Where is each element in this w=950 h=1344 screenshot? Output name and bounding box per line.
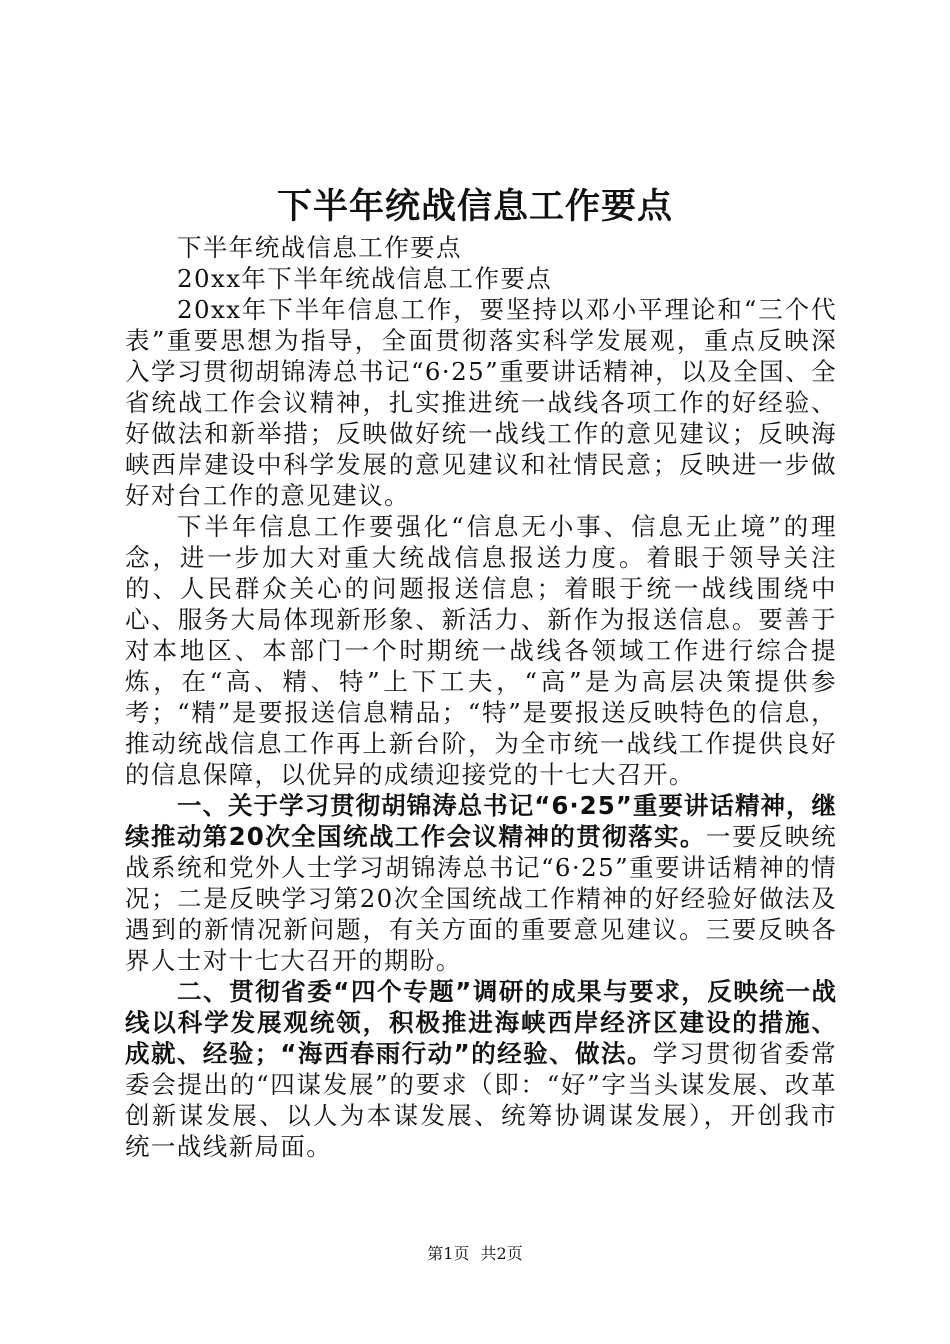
section-heading: 二、贯彻省委“四个专题”调研的成果与要求，反映统一战线以科学发展观统领，积极推进海峡西岸经济区建设的措施、成就、经验；“海西春雨行动”的经验、做法。 [125,977,837,1068]
document-title: 下半年统战信息工作要点 [276,187,673,227]
section-paragraph [125,976,837,1162]
document-body [125,232,837,1162]
page-total: 共2页 [480,1244,523,1263]
section-text: 学习贯彻省委常委会提出的“四谋发展”的要求（即：“好”字当头谋发展、改革创新谋发展、以人为本谋发展、统筹协调谋发展），开创我市统一战线新局面。 [125,1039,837,1161]
page-number: 第1页 [427,1244,470,1263]
section-heading: 一、关于学习贯彻胡锦涛总书记“6·25”重要讲话精神，继续推动第20次全国统战工作会议精神的贯彻落实。 [125,791,837,851]
section-paragraph [125,790,837,976]
paragraph: 下半年信息工作要强化“信息无小事、信息无止境”的理念，进一步加大对重大统战信息报送力度。着眼于领导关注的、人民群众关心的问题报送信息；着眼于统一战线围绕中心、服务大局体现新形象、新活力、新作为报送信息。要善于对本地区、本部门一个时期统一战线各领域工作进行综合提炼，在“高、精、特”上下工夫，“高”是为高层决策提供参考；“精”是要报送信息精品；“特”是要报送反映特色的信息，推动统战信息工作再上新台阶，为全市统一战线工作提供良好的信息保障，以优异的成绩迎接党的十七大召开。 [125,512,837,789]
paragraph: 20xx年下半年信息工作，要坚持以邓小平理论和“三个代表”重要思想为指导，全面贯彻落实科学发展观，重点反映深入学习贯彻胡锦涛总书记“6·25”重要讲话精神，以及全国、全省统战工作会议精神，扎实推进统一战线各项工作的好经验、好做法和新举措；反映做好统一战线工作的意见建议；反映海峡西岸建设中科学发展的意见建议和社情民意；反映进一步做好对台工作的意见建议。 [125,295,837,510]
subtitle-line: 下半年统战信息工作要点 [177,233,462,262]
section-text: 一要反映统战系统和党外人士学习胡锦涛总书记“6·25”重要讲话精神的情况；二是反映学习第20次全国统战工作精神的好经验好做法及遇到的新情况新问题，有关方面的重要意见建议。三要反映各界人士对十七大召开的期盼。 [125,822,838,975]
subtitle-line: 20xx年下半年统战信息工作要点 [177,264,553,293]
page-footer [0,1244,950,1264]
